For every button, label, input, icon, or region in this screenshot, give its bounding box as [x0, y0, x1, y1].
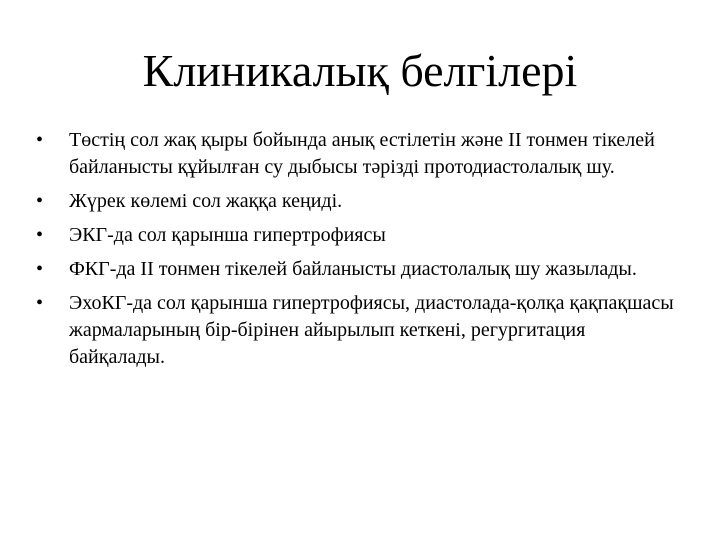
- bullet-text: Жүрек көлемі сол жаққа кеңиді.: [69, 190, 343, 212]
- bullet-item: [36, 188, 686, 215]
- bullet-text: ЭхоКГ-да сол қарынша гипертрофиясы, диастолада-қолқа қақпақшасы жармаларының бір-бірінен айырылып кеткені, регургитация байқалады.: [69, 292, 674, 368]
- bullet-item: [36, 256, 686, 283]
- bullet-list: [36, 127, 686, 378]
- bullet-text: Төстің сол жақ қыры бойында анық естілетін және II тонмен тікелей байланысты құйылған су дыбысы тәрізді протодиастолалық шу.: [69, 129, 655, 178]
- bullet-icon: •: [36, 224, 44, 246]
- bullet-text: ЭКГ-да сол қарынша гипертрофиясы: [69, 224, 386, 246]
- slide-title: Клиникалық белгілері: [142, 45, 578, 96]
- bullet-icon: •: [36, 129, 44, 151]
- bullet-icon: •: [36, 258, 44, 280]
- bullet-icon: •: [36, 190, 44, 212]
- bullet-text: ФКГ-да II тонмен тікелей байланысты диастолалық шу жазылады.: [69, 258, 637, 280]
- bullet-item: [36, 127, 686, 181]
- bullet-item: [36, 222, 686, 249]
- bullet-icon: •: [36, 292, 44, 314]
- bullet-item: [36, 290, 686, 371]
